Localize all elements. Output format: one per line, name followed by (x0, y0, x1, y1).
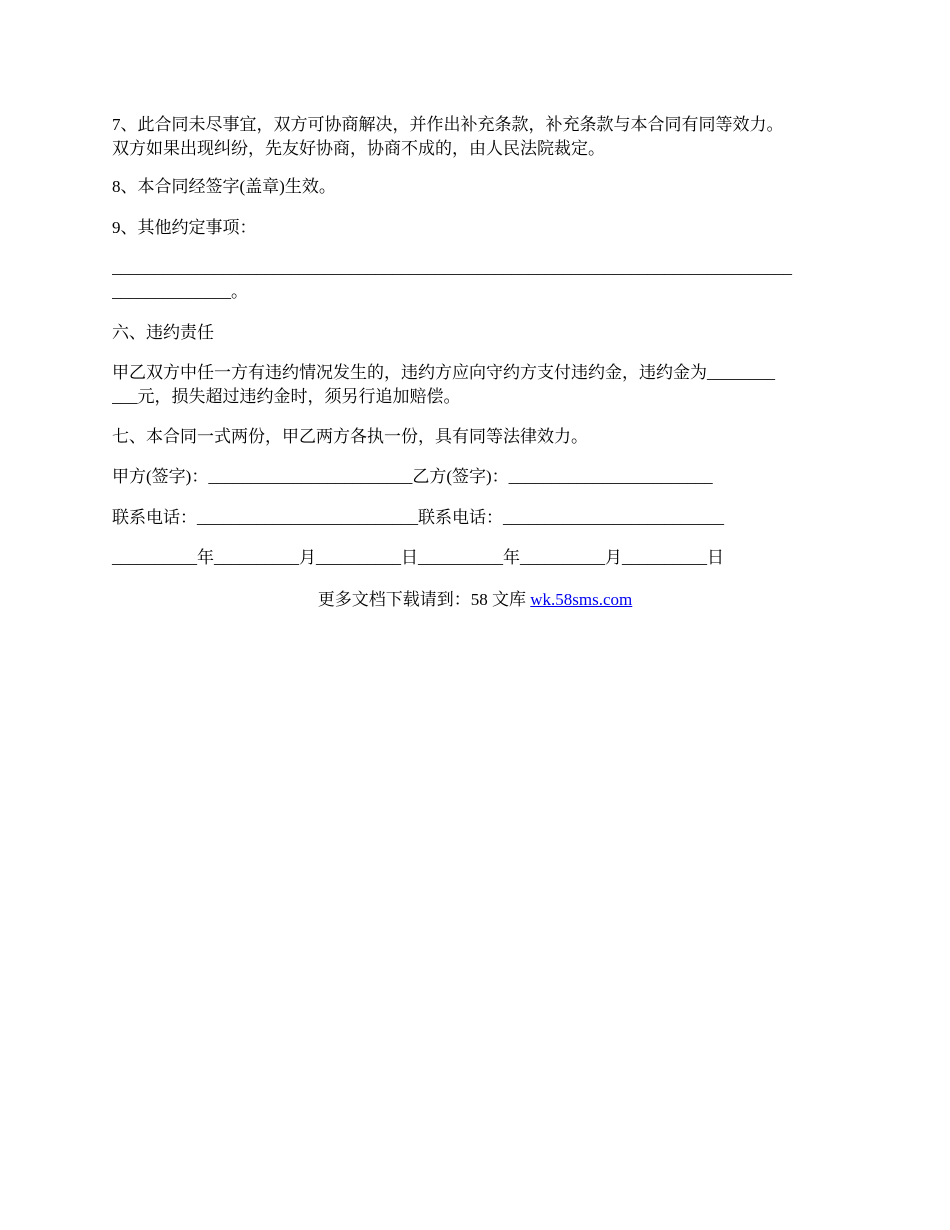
clause-9-blank-line-1: ________________________________________________________________________________ (112, 258, 792, 277)
clause-7-line-1: 7、此合同未尽事宜，双方可协商解决，并作出补充条款，补充条款与本合同有同等效力。 (112, 115, 784, 134)
footer (0, 588, 950, 612)
section-6-line-2: ___元，损失超过违约金时，须另行追加赔偿。 (112, 387, 461, 406)
section-6-body (112, 361, 840, 409)
footer-link[interactable]: wk.58sms.com (530, 590, 633, 609)
section-6-title: 六、违约责任 (112, 323, 214, 342)
party-a-signature: 甲方(签字)：________________________ (112, 467, 413, 486)
clause-7 (112, 113, 840, 161)
party-b-phone: 联系电话：__________________________ (418, 508, 724, 527)
party-a-phone: 联系电话：__________________________ (112, 508, 418, 527)
clause-7-line-2: 双方如果出现纠纷，先友好协商，协商不成的，由人民法院裁定。 (112, 139, 605, 158)
clause-8: 8、本合同经签字(盖章)生效。 (112, 177, 336, 196)
party-b-signature: 乙方(签字)：________________________ (412, 467, 713, 486)
signature-row (112, 465, 713, 489)
clause-9-blank (112, 256, 840, 304)
clause-9-blank-line-2: ______________。 (112, 282, 248, 301)
clause-9: 9、其他约定事项： (112, 218, 257, 237)
phone-row (112, 506, 724, 530)
date-row: __________年__________月__________日__________年__________月__________日 (112, 548, 724, 567)
section-6-line-1: 甲乙双方中任一方有违约情况发生的，违约方应向守约方支付违约金，违约金为________ (112, 363, 775, 382)
section-7: 七、本合同一式两份，甲乙两方各执一份，具有同等法律效力。 (112, 427, 588, 446)
footer-text: 更多文档下载请到：58 文库 (317, 590, 531, 609)
